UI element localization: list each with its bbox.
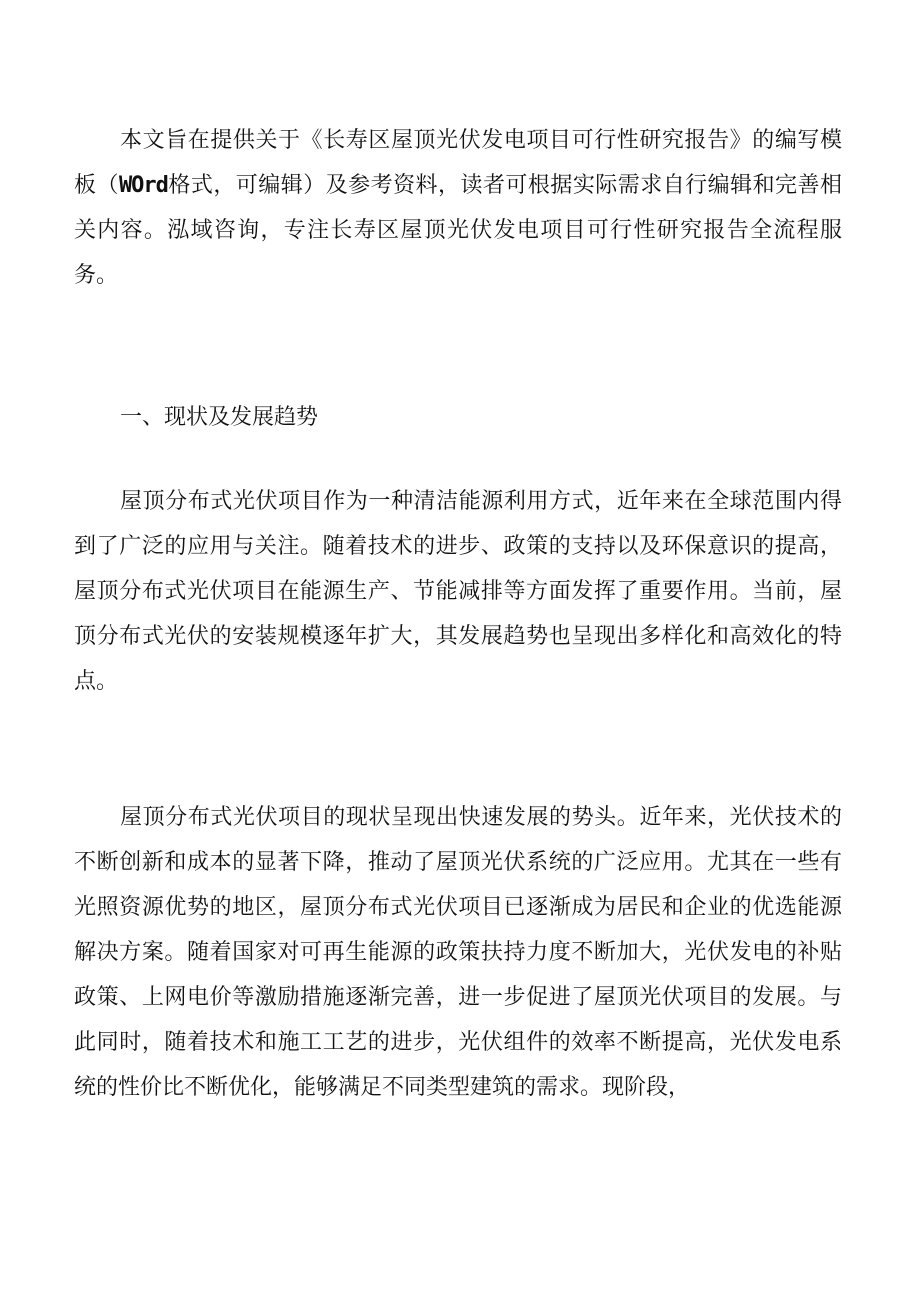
intro-text-after: 格式，可编辑）及参考资料，读者可根据实际需求自行编辑和完善相关内容。泓域咨询，专注长寿区屋顶光伏发电项目可行性研究报告全流程服务。	[74, 173, 842, 288]
intro-word-format: WOrd	[118, 173, 168, 198]
body-paragraph-2: 屋顶分布式光伏项目的现状呈现出快速发展的势头。近年来，光伏技术的不断创新和成本的显著下降，推动了屋顶光伏系统的广泛应用。尤其在一些有光照资源优势的地区，屋顶分布式光伏项目已逐渐成为居民和企业的优选能源解决方案。随着国家对可再生能源的政策扶持力度不断加大，光伏发电的补贴政策、上网电价等激励措施逐渐完善，进一步促进了屋顶光伏项目的发展。与此同时，随着技术和施工工艺的进步，光伏组件的效率不断提高，光伏发电系统的性价比不断优化，能够满足不同类型建筑的需求。现阶段，	[74, 805, 842, 1100]
body-paragraph-1: 屋顶分布式光伏项目作为一种清洁能源利用方式，近年来在全球范围内得到了广泛的应用与关注。随着技术的进步、政策的支持以及环保意识的提高，屋顶分布式光伏项目在能源生产、节能减排等方面发挥了重要作用。当前，屋顶分布式光伏的安装规模逐年扩大，其发展趋势也呈现出多样化和高效化的特点。	[74, 489, 842, 694]
intro-text-before: 本文旨在提供关于《长寿区屋顶光伏发电项目可行性研究报告》的编写模板（	[74, 128, 842, 198]
section-heading: 一、现状及发展趋势	[120, 405, 319, 430]
intro-paragraph	[74, 118, 842, 298]
